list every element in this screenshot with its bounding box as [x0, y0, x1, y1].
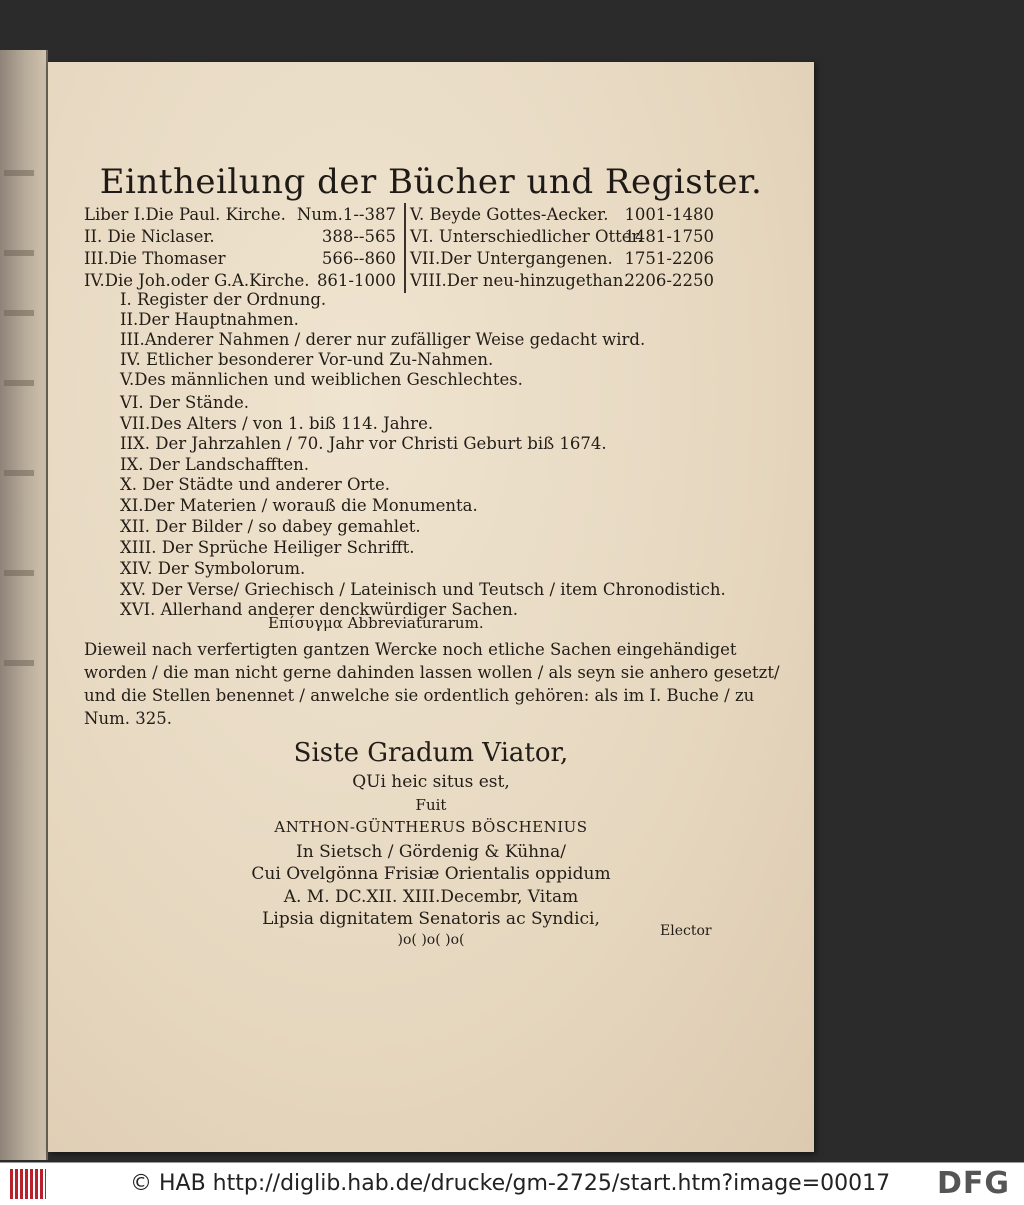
page-title: Eintheilung der Bücher und Register. [99, 162, 763, 202]
register-item: XII. Der Bilder / so dabey gemahlet. [120, 517, 421, 536]
copyright-url[interactable]: © HAB http://diglib.hab.de/drucke/gm-2725/start.htm?image=00017 [130, 1171, 891, 1196]
register-item: XIII. Der Sprüche Heiliger Schrifft. [120, 538, 415, 557]
register-item: XV. Der Verse/ Griechisch / Lateinisch und Teutsch / item Chronodistich. [120, 580, 726, 599]
paragraph-line: Num. 325. [84, 709, 172, 728]
register-item: V.Des männlichen und weiblichen Geschlechtes. [120, 370, 523, 389]
toc-left-range: 388--565 [321, 227, 396, 246]
register-item: XI.Der Materien / worauß die Monumenta. [120, 496, 478, 515]
register-item: II.Der Hauptnahmen. [120, 310, 299, 329]
abbreviation-heading: Επίσυγμα Abbreviaturarum. [268, 614, 484, 632]
note-paragraph [84, 638, 780, 730]
toc-left [84, 271, 402, 290]
toc-right [410, 271, 714, 290]
adjacent-text-fragment [4, 250, 34, 256]
toc-right-range: 1481-1750 [624, 227, 714, 246]
toc-separator [404, 225, 406, 249]
toc-left [84, 249, 402, 268]
epitaph-heading: Siste Gradum Viator, [293, 738, 569, 768]
toc-separator [404, 203, 406, 227]
toc-left-range: Num.1--387 [296, 205, 396, 224]
adjacent-text-fragment [4, 380, 34, 386]
toc-right [410, 227, 714, 246]
epitaph-line: Fuit [415, 796, 447, 814]
register-item: IX. Der Landschafften. [120, 455, 310, 474]
toc-left-label: IV.Die Joh.oder G.A.Kirche. [84, 271, 310, 290]
toc-left-label: II. Die Niclaser. [84, 227, 215, 246]
epitaph-line: QUi heic situs est, [352, 772, 510, 792]
adjacent-text-fragment [4, 660, 34, 666]
register-item: VI. Der Stände. [120, 393, 250, 412]
dfg-logo: DFG [936, 1166, 1010, 1201]
paragraph-line: worden / die man nicht gerne dahinden lassen wollen / als seyn sie anhero gesetzt/ [84, 663, 780, 682]
toc-right [410, 249, 714, 268]
adjacent-book-edge [0, 50, 48, 1160]
toc-row [84, 205, 714, 227]
toc-left [84, 227, 402, 246]
register-item: XVI. Allerhand anderer denckwürdiger Sachen. [120, 600, 519, 619]
epitaph-line: Lipsia dignitatem Senatoris ac Syndici, [262, 909, 600, 929]
adjacent-text-fragment [4, 570, 34, 576]
adjacent-text-fragment [4, 310, 34, 316]
toc-right-range: 1001-1480 [624, 205, 714, 224]
register-item: X. Der Städte und anderer Orte. [120, 475, 391, 494]
toc-right-label: VI. Unterschiedlicher Otter. [410, 227, 643, 246]
toc-separator [404, 247, 406, 271]
register-item: III.Anderer Nahmen / derer nur zufälliger Weise gedacht wird. [120, 330, 646, 349]
library-barcode-icon [10, 1169, 46, 1199]
epitaph-line: Cui Ovelgönna Frisiæ Orientalis oppidum [251, 864, 611, 884]
adjacent-text-fragment [4, 470, 34, 476]
register-item: I. Register der Ordnung. [120, 290, 327, 309]
paragraph-line: Dieweil nach verfertigten gantzen Wercke noch etliche Sachen eingehändiget [84, 640, 737, 659]
register-item: IIX. Der Jahrzahlen / 70. Jahr vor Christi Geburt biß 1674. [120, 434, 607, 453]
register-item: IV. Etlicher besonderer Vor-und Zu-Nahmen. [120, 350, 494, 369]
toc-right-range: 1751-2206 [624, 249, 714, 268]
toc-right-label: V. Beyde Gottes-Aecker. [410, 205, 609, 224]
epitaph-line: A. M. DC.XII. XIII.Decembr, Vitam [283, 887, 579, 907]
toc-right-label: VIII.Der neu-hinzugethan. [410, 271, 629, 290]
epitaph-name: ANTHON-GÜNTHERUS BÖSCHENIUS [274, 818, 588, 836]
toc-left-label: III.Die Thomaser [84, 249, 226, 268]
toc-left-label: Liber I.Die Paul. Kirche. [84, 205, 286, 224]
toc-right-label: VII.Der Untergangenen. [410, 249, 613, 268]
catchword: Elector [660, 923, 712, 939]
toc-left-range: 861-1000 [316, 271, 396, 290]
toc-left-range: 566--860 [321, 249, 396, 268]
book-page [48, 62, 814, 1152]
toc-left [84, 205, 402, 224]
toc-right [410, 205, 714, 224]
toc-right-range: 2206-2250 [624, 271, 714, 290]
register-item: VII.Des Alters / von 1. biß 114. Jahre. [120, 414, 434, 433]
epitaph-line: In Sietsch / Gördenig & Kühna/ [296, 842, 566, 862]
toc-row [84, 227, 714, 249]
footer-bar [0, 1162, 1024, 1205]
adjacent-text-fragment [4, 170, 34, 176]
register-item: XIV. Der Symbolorum. [120, 559, 306, 578]
ornament-divider: )o( )o( )o( [397, 932, 465, 948]
toc-row [84, 249, 714, 271]
paragraph-line: und die Stellen benennet / anwelche sie ordentlich gehören: als im I. Buche / zu [84, 686, 755, 705]
